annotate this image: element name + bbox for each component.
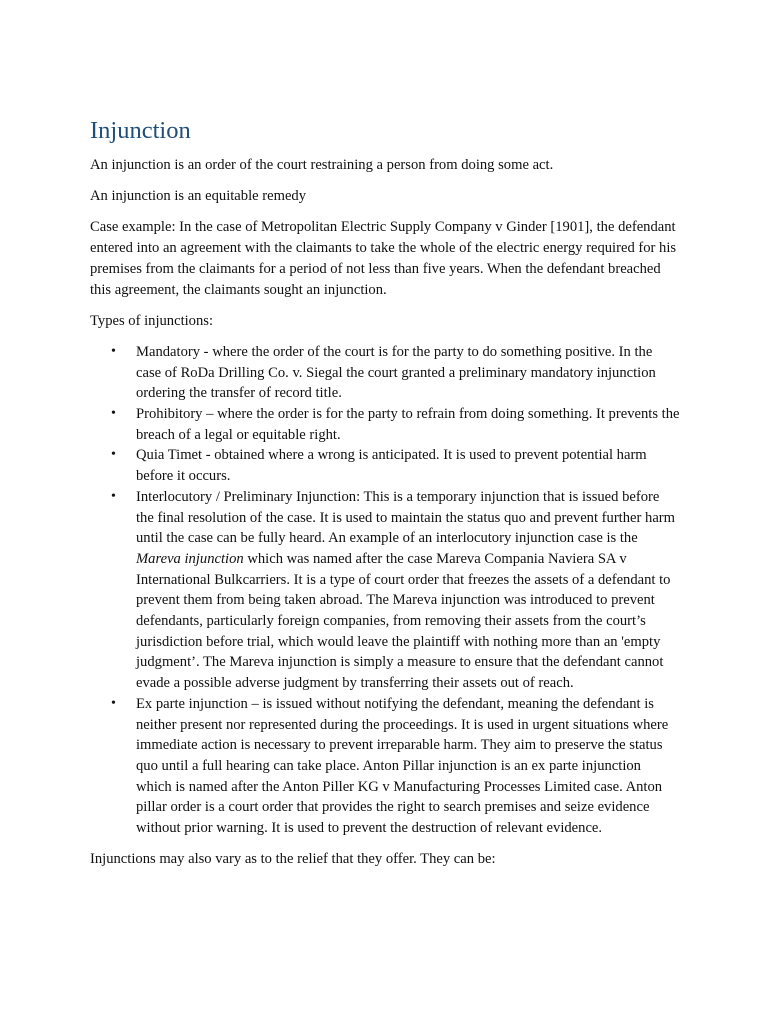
list-item-text-before: Interlocutory / Preliminary Injunction: This is a temporary injunction that is issued before the final resolution of the case. It is used to maintain the status quo and prevent further harm until the case can be fully heard. An example of an interlocutory injunction case is the: [136, 488, 676, 547]
list-item-mandatory: [90, 342, 680, 404]
paragraph-case-example: Case example: In the case of Metropolitan Electric Supply Company v Ginder [1901], the defendant entered into an agreement with the claimants to take the whole of the electric energy required for his premises from the claimants for a period of not less than five years. When the defendant breached this agreement, the claimants sought an injunction.: [90, 219, 677, 298]
document-body: [90, 115, 680, 881]
list-item-text-after: which was named after the case Mareva Compania Naviera SA v International Bulkcarriers. It is a type of court order that freezes the assets of a defendant to prevent them from being taken abroad. The Mareva injunction was introduced to prevent defendants, particularly foreign companies, from removing their assets from the court’s jurisdiction before trial, which would leave the plaintiff with nothing more than an 'empty judgment’. The Mareva injunction is simply a measure to ensure that the defendant cannot evade a possible adverse judgment by transferring their assets out of reach.: [136, 550, 671, 692]
bullet-icon: •: [111, 447, 116, 463]
list-item-prohibitory: [90, 404, 680, 445]
bullet-icon: •: [111, 406, 116, 422]
paragraph-equitable-remedy: An injunction is an equitable remedy: [90, 188, 307, 205]
list-item-text: Quia Timet - obtained where a wrong is anticipated. It is used to prevent potential harm before it occurs.: [136, 447, 647, 485]
list-item-italic-term: Mareva injunction: [136, 550, 244, 567]
injunction-types-list: [90, 342, 680, 839]
paragraph-types-heading: Types of injunctions:: [90, 312, 214, 329]
bullet-icon: •: [111, 695, 116, 711]
bullet-icon: •: [111, 488, 116, 504]
bullet-icon: •: [111, 343, 116, 359]
list-item-ex-parte: [90, 694, 680, 839]
list-item-text: Ex parte injunction – is issued without notifying the defendant, meaning the defendant is neither present nor represented during the proceedings. It is used in urgent situations where immediate action is necessary to prevent irreparable harm. They aim to preserve the status quo until a full hearing can take place. Anton Pillar injunction is an ex parte injunction which is named after the Anton Piller KG v Manufacturing Processes Limited case. Anton pillar order is a court order that provides the right to search premises and seize evidence without prior warning. It is used to prevent the destruction of relevant evidence.: [136, 695, 669, 837]
paragraph-definition: An injunction is an order of the court restraining a person from doing some act.: [90, 157, 554, 173]
list-item-text: Prohibitory – where the order is for the party to refrain from doing something. It prevents the breach of a legal or equitable right.: [136, 406, 680, 443]
list-item-quia-timet: [90, 445, 680, 486]
list-item-text: Mandatory - where the order of the court is for the party to do something positive. In the case of RoDa Drilling Co. v. Siegal the court granted a preliminary mandatory injunction ordering the transfer of record title.: [136, 343, 656, 402]
list-item-interlocutory: [90, 487, 680, 694]
paragraph-closing: Injunctions may also vary as to the relief that they offer. They can be:: [90, 851, 496, 868]
page-title: Injunction: [90, 117, 191, 144]
